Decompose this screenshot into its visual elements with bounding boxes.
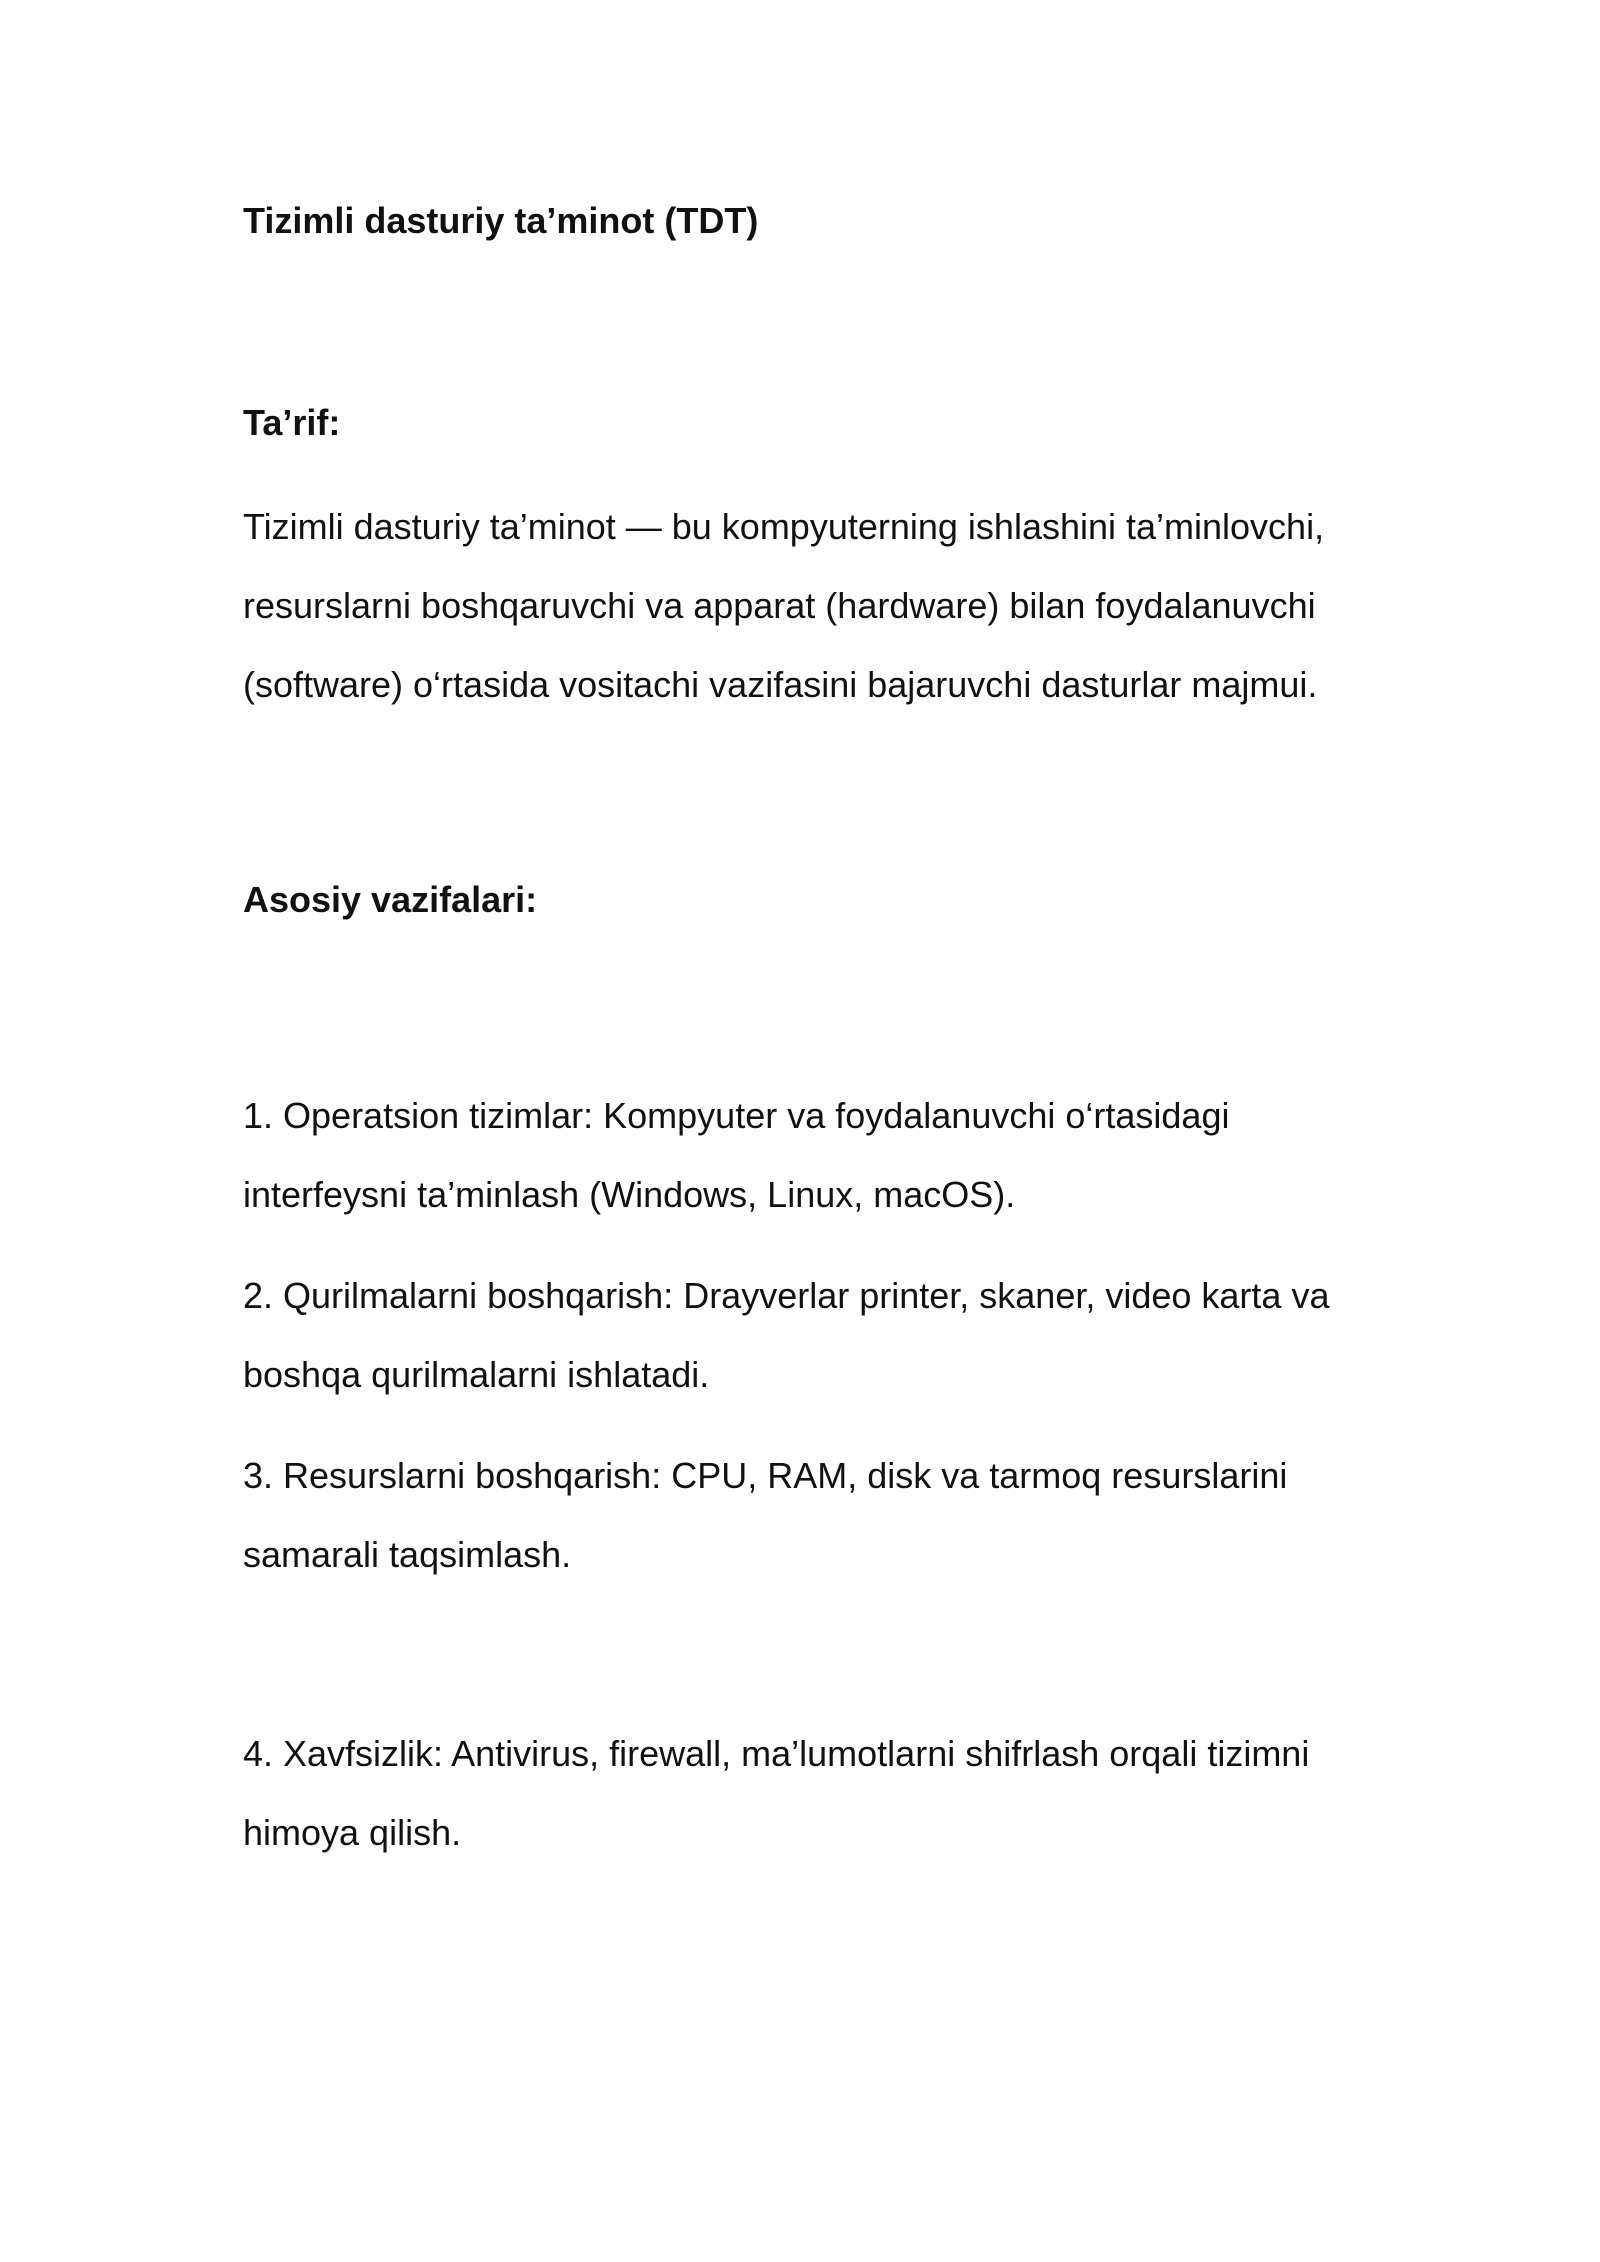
spacer bbox=[243, 1414, 1373, 1436]
spacer bbox=[243, 1594, 1373, 1714]
document-body bbox=[243, 195, 1373, 1872]
spacer bbox=[243, 449, 1373, 487]
spacer bbox=[243, 247, 1373, 397]
definition-heading: Ta’rif: bbox=[243, 402, 341, 443]
spacer bbox=[243, 1234, 1373, 1256]
function-item-4: 4. Xavfsizlik: Antivirus, firewall, ma’lumotlarni shifrlash orqali tizimni himoya qilish. bbox=[243, 1733, 1310, 1853]
functions-heading: Asosiy vazifalari: bbox=[243, 879, 538, 920]
function-item-2: 2. Qurilmalarni boshqarish: Drayverlar printer, skaner, video karta va boshqa qurilmalarni ishlatadi. bbox=[243, 1275, 1330, 1395]
definition-paragraph: Tizimli dasturiy ta’minot — bu kompyuterning ishlashini ta’minlovchi, resurslarni boshqaruvchi va apparat (hardware) bilan foydalanuvchi (software) o‘rtasida vositachi vazifasini bajaruvchi dasturlar majmui. bbox=[243, 506, 1325, 705]
spacer bbox=[243, 926, 1373, 1076]
function-item-1: 1. Operatsion tizimlar: Kompyuter va foydalanuvchi o‘rtasidagi interfeysni ta’minlash (Windows, Linux, macOS). bbox=[243, 1095, 1230, 1215]
spacer bbox=[243, 724, 1373, 874]
function-item-3: 3. Resurslarni boshqarish: CPU, RAM, disk va tarmoq resurslarini samarali taqsimlash. bbox=[243, 1455, 1288, 1575]
document-title: Tizimli dasturiy ta’minot (TDT) bbox=[243, 200, 759, 241]
